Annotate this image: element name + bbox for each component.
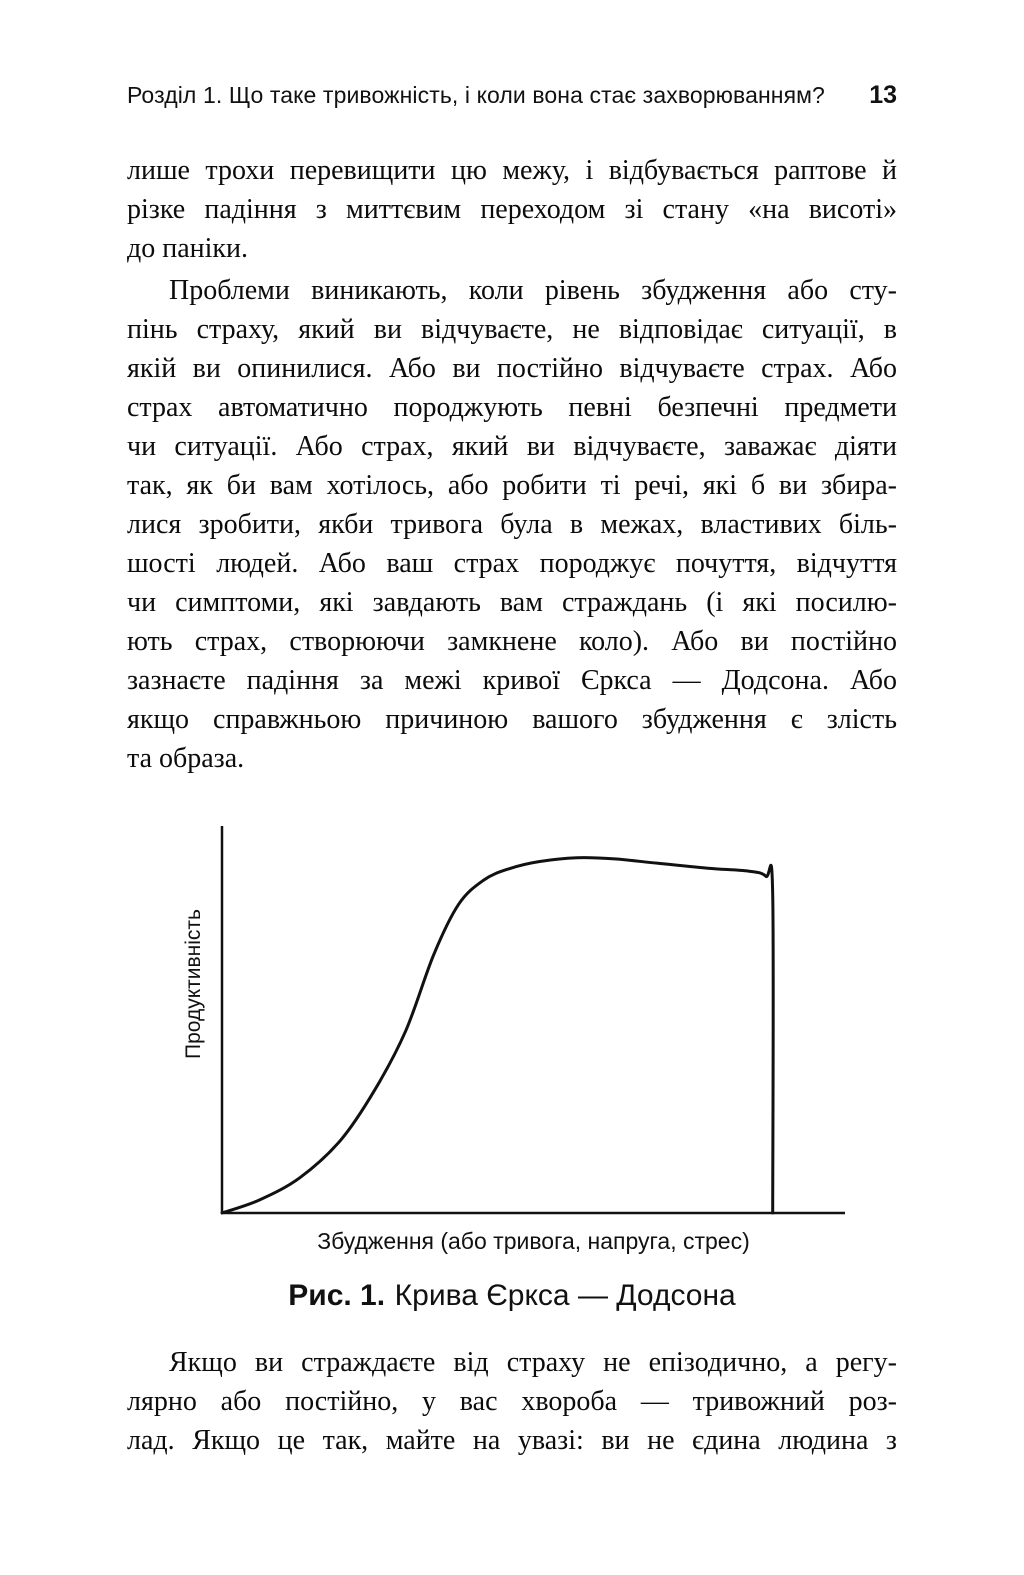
paragraph-3	[127, 1343, 897, 1460]
text-line: лише трохи перевищити цю межу, і відбувається раптове й	[127, 155, 897, 186]
text-line: до паніки.	[127, 233, 249, 264]
text-line: лися зробити, якби тривога була в межах, властивих біль-	[127, 509, 897, 540]
text-line: пінь страху, який ви відчуваєте, не відповідає ситуації, в	[127, 314, 897, 345]
figure-caption-label: Рис. 1.	[288, 1279, 386, 1312]
paragraph-1	[127, 151, 897, 268]
text-line: зазнаєте падіння за межі кривої Єркса — Додсона. Або	[127, 665, 897, 696]
text-line: різке падіння з миттєвим переходом зі стану «на висоті»	[127, 194, 897, 225]
text-line: лад. Якщо це так, майте на увазі: ви не єдина людина з	[127, 1425, 897, 1456]
text-line: якщо справжньою причиною вашого збудження є злість	[127, 704, 897, 735]
text-line: чи ситуації. Або страх, який ви відчуваєте, заважає діяти	[127, 431, 897, 462]
x-axis-label: Збудження (або тривога, напруга, стрес)	[317, 1228, 750, 1254]
figure-caption	[127, 1279, 897, 1313]
text-line: та образа.	[127, 743, 245, 774]
page-number: 13	[869, 81, 897, 109]
chapter-title: Розділ 1. Що таке тривожність, і коли вона стає захворюванням?	[127, 82, 825, 108]
paragraph-2	[127, 271, 897, 778]
performance-curve	[222, 858, 773, 1213]
text-line: якій ви опинилися. Або ви постійно відчуваєте страх. Або	[127, 353, 897, 384]
text-line: так, як би вам хотілось, або робити ті речі, які б ви збира-	[127, 470, 897, 501]
text-line: ють страх, створюючи замкнене коло). Або ви постійно	[127, 626, 897, 657]
text-line: Якщо ви страждаєте від страху не епізодично, а регу-	[169, 1347, 897, 1378]
text-line: лярно або постійно, у вас хвороба — тривожний роз-	[127, 1386, 897, 1417]
text-line: шості людей. Або ваш страх породжує почуття, відчуття	[127, 548, 897, 579]
text-line: страх автоматично породжують певні безпечні предмети	[127, 392, 897, 423]
figure-plot	[220, 825, 847, 1217]
text-line: Проблеми виникають, коли рівень збудження або сту-	[169, 275, 897, 306]
text-line: чи симптоми, які завдають вам страждань (і які посилю-	[127, 587, 897, 618]
figure-caption-text: Крива Єркса — Додсона	[394, 1279, 736, 1312]
page-header	[127, 81, 897, 110]
y-axis-label: Продуктивність	[182, 909, 205, 1059]
